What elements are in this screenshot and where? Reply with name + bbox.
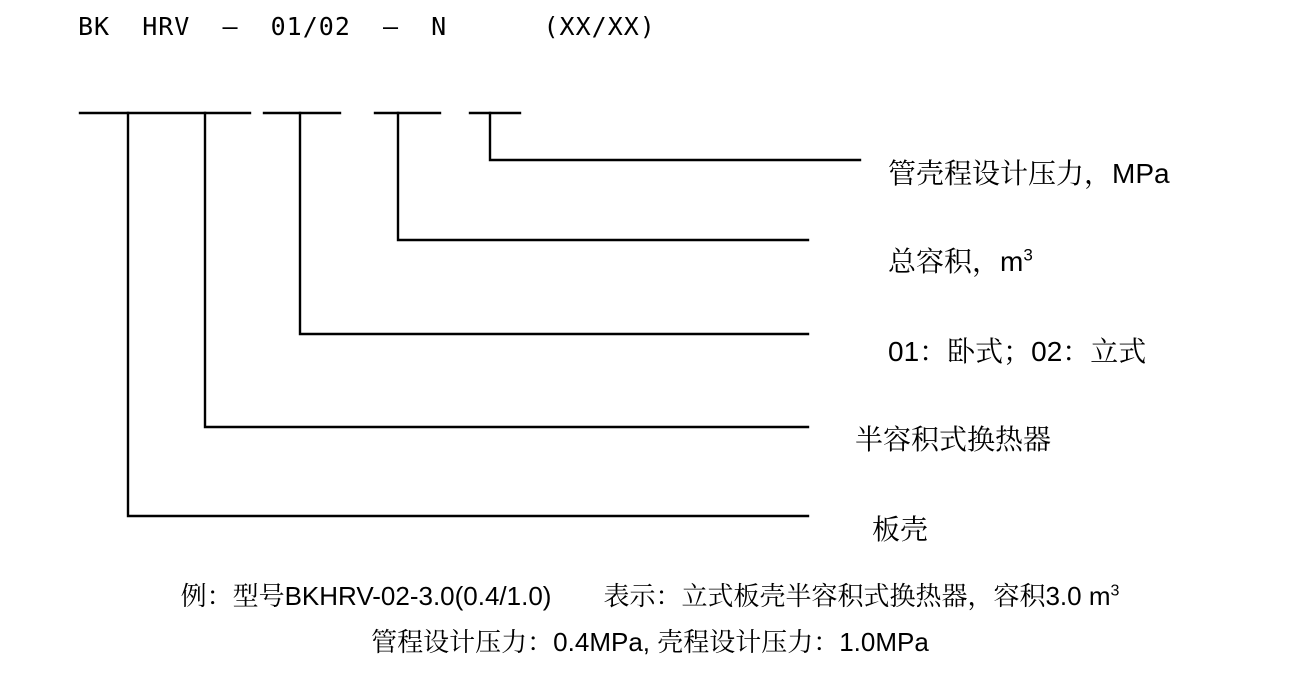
example-line-1-text: 例：型号BKHRV-02-3.0(0.4/1.0) 表示：立式板壳半容积式换热器，容积3.0 m (180, 581, 1111, 611)
leader-type (205, 113, 808, 427)
leader-orientation (300, 113, 808, 334)
example-line-1 (0, 576, 1300, 613)
leader-pressure (490, 113, 860, 160)
callout-volume-text: 总容积，m (888, 246, 1024, 277)
leader-shell (128, 113, 808, 516)
callout-volume-superscript: 3 (1023, 245, 1033, 265)
example-line-2: 管程设计压力：0.4MPa, 壳程设计压力：1.0MPa (371, 627, 929, 657)
callout-label-volume (888, 240, 1033, 280)
leader-volume (398, 113, 808, 240)
callout-label-type: 半容积式换热器 (855, 424, 1052, 455)
callout-label-orientation: 01：卧式；02：立式 (888, 336, 1147, 367)
callout-label-shell: 板壳 (872, 514, 929, 545)
model-code-text: BK HRV – 01/02 – N (XX/XX) (78, 12, 656, 41)
example-line-1-superscript: 3 (1110, 582, 1120, 600)
callout-label-pressure: 管壳程设计压力，MPa (888, 158, 1170, 189)
